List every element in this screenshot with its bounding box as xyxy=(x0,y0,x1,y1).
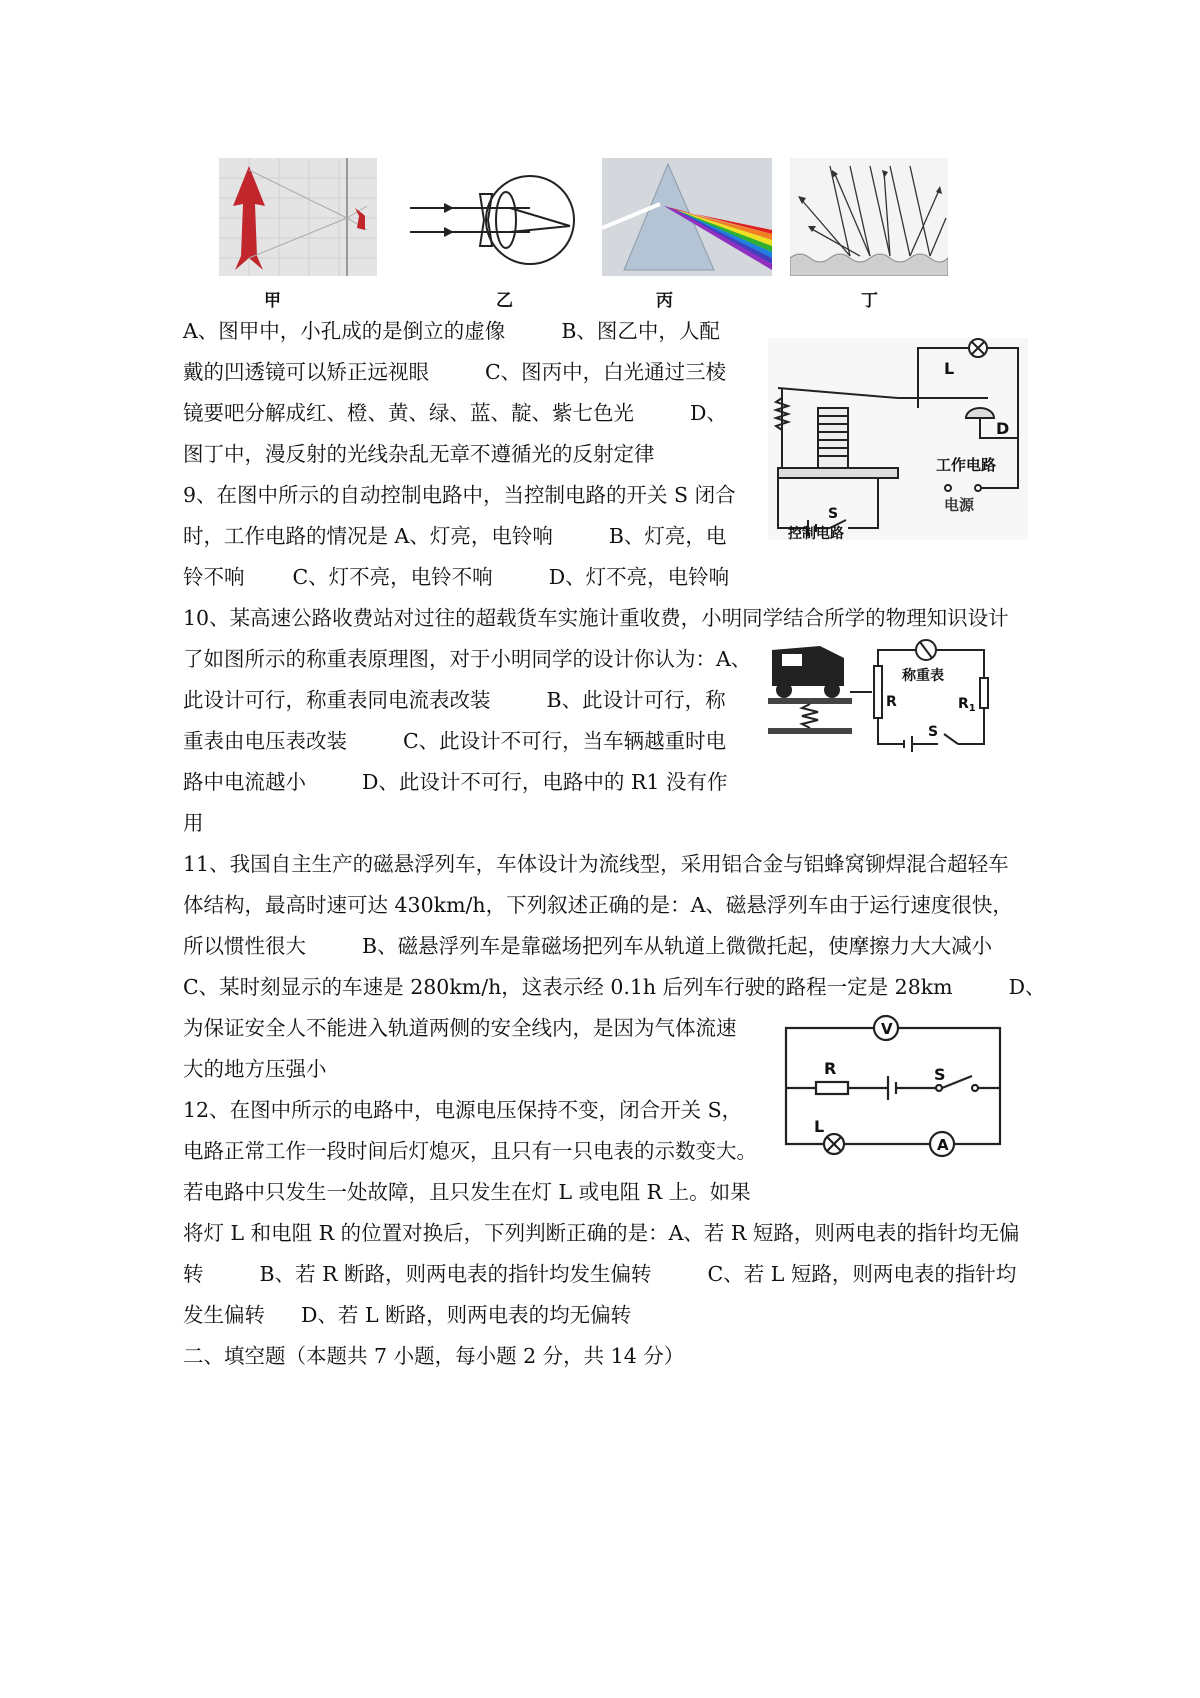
figure-label-yi: 乙 xyxy=(496,291,513,311)
q8-line-3: 镜要吧分解成红、橙、黄、绿、蓝、靛、紫七色光 D、 xyxy=(183,401,727,425)
relay-label-d: D xyxy=(996,419,1010,438)
q11-line-2: 体结构，最高时速可达 430km/h，下列叙述正确的是：A、磁悬浮列车由于运行速度很快， xyxy=(183,893,1013,917)
figure-jia xyxy=(219,158,377,276)
figure-yi xyxy=(410,170,580,270)
q12-line-3: 若电路中只发生一处故障，且只发生在灯 L 或电阻 R 上。如果 xyxy=(183,1180,751,1204)
relay-label-l: L xyxy=(944,359,955,378)
q10-line-4: 重表由电压表改装 C、此设计不可行，当车辆越重时电 xyxy=(183,729,727,753)
q12-line-6: 发生偏转 D、若 L 断路，则两电表的均无偏转 xyxy=(183,1303,632,1327)
scale-label-r1: $R_1$ xyxy=(958,696,976,714)
section-2-heading: 二、填空题（本题共 7 小题，每小题 2 分，共 14 分） xyxy=(183,1344,685,1368)
figure-ding xyxy=(790,158,948,276)
q11-line-6: 大的地方压强小 xyxy=(183,1057,327,1081)
relay-label-work: 工作电路 xyxy=(936,456,997,474)
figure-label-jia: 甲 xyxy=(264,291,281,311)
q8-line-4: 图丁中，漫反射的光线杂乱无章不遵循光的反射定律 xyxy=(183,442,655,466)
q11-line-3: 所以惯性很大 B、磁悬浮列车是靠磁场把列车从轨道上微微托起，使摩擦力大大减小 xyxy=(183,934,993,958)
q10-line-2: 了如图所示的称重表原理图，对于小明同学的设计你认为：A、 xyxy=(183,647,752,671)
circuit-label-v: V xyxy=(881,1020,893,1038)
series-circuit-figure xyxy=(784,1012,1010,1160)
q12-line-5: 转 B、若 R 断路，则两电表的指针均发生偏转 C、若 L 短路，则两电表的指针均 xyxy=(183,1262,1017,1286)
q9-line-1: 9、在图中所示的自动控制电路中，当控制电路的开关 S 闭合 xyxy=(183,483,736,507)
relay-label-control: 控制电路 xyxy=(788,526,844,540)
scale-label-meter: 称重表 xyxy=(902,668,944,684)
relay-label-s: S xyxy=(828,506,839,522)
scale-label-s: S xyxy=(928,724,939,740)
figure-bing xyxy=(602,158,772,276)
q10-line-6: 用 xyxy=(183,811,204,835)
circuit-label-s: S xyxy=(934,1065,946,1084)
relay-circuit-figure xyxy=(768,338,1028,540)
q10-line-3: 此设计可行，称重表同电流表改装 B、此设计可行，称 xyxy=(183,688,726,712)
figure-label-ding: 丁 xyxy=(861,291,878,311)
q8-option-c-start: C、图丙中，白光通过三棱 xyxy=(485,360,727,384)
relay-label-power: 电源 xyxy=(944,496,975,514)
figure-label-bing: 丙 xyxy=(656,291,673,311)
q12-line-2: 电路正常工作一段时间后灯熄灭，且只有一只电表的示数变大。 xyxy=(183,1139,757,1163)
q8-option-a: A、图甲中，小孔成的是倒立的虚像 xyxy=(183,319,506,343)
q9-line-3: 铃不响 C、灯不亮，电铃不响 D、灯不亮，电铃响 xyxy=(183,565,730,589)
q8-option-d-start: D、 xyxy=(690,401,727,425)
q8-line-2: 戴的凹透镜可以矫正远视眼 C、图丙中，白光通过三棱 xyxy=(183,360,727,384)
circuit-label-l: L xyxy=(814,1117,825,1136)
scale-label-r: R xyxy=(886,694,897,710)
q11-line-5: 为保证安全人不能进入轨道两侧的安全线内，是因为气体流速 xyxy=(183,1016,737,1040)
q10-line-5: 路中电流越小 D、此设计不可行，电路中的 R1 没有作 xyxy=(183,770,728,794)
q11-line-1: 11、我国自主生产的磁悬浮列车，车体设计为流线型，采用铝合金与铝蜂窝铆焊混合超轻车 xyxy=(183,852,1009,876)
q11-line-4: C、某时刻显示的车速是 280km/h，这表示经 0.1h 后列车行驶的路程一定是 28km D、 xyxy=(183,975,1046,999)
q9-line-2: 时，工作电路的情况是 A、灯亮，电铃响 B、灯亮，电 xyxy=(183,524,727,548)
circuit-label-a: A xyxy=(937,1136,949,1154)
scale-circuit-figure xyxy=(762,636,998,754)
q10-line-1: 10、某高速公路收费站对过往的超载货车实施计重收费，小明同学结合所学的物理知识设计 xyxy=(183,606,1009,630)
q8-line-1 xyxy=(183,318,720,344)
q8-option-b-start: B、图乙中，人配 xyxy=(561,319,720,343)
circuit-label-r: R xyxy=(824,1059,837,1078)
q12-line-1: 12、在图中所示的电路中，电源电压保持不变，闭合开关 S， xyxy=(183,1098,743,1122)
q12-line-4: 将灯 L 和电阻 R 的位置对换后，下列判断正确的是：A、若 R 短路，则两电表的指针均无偏 xyxy=(183,1221,1020,1245)
